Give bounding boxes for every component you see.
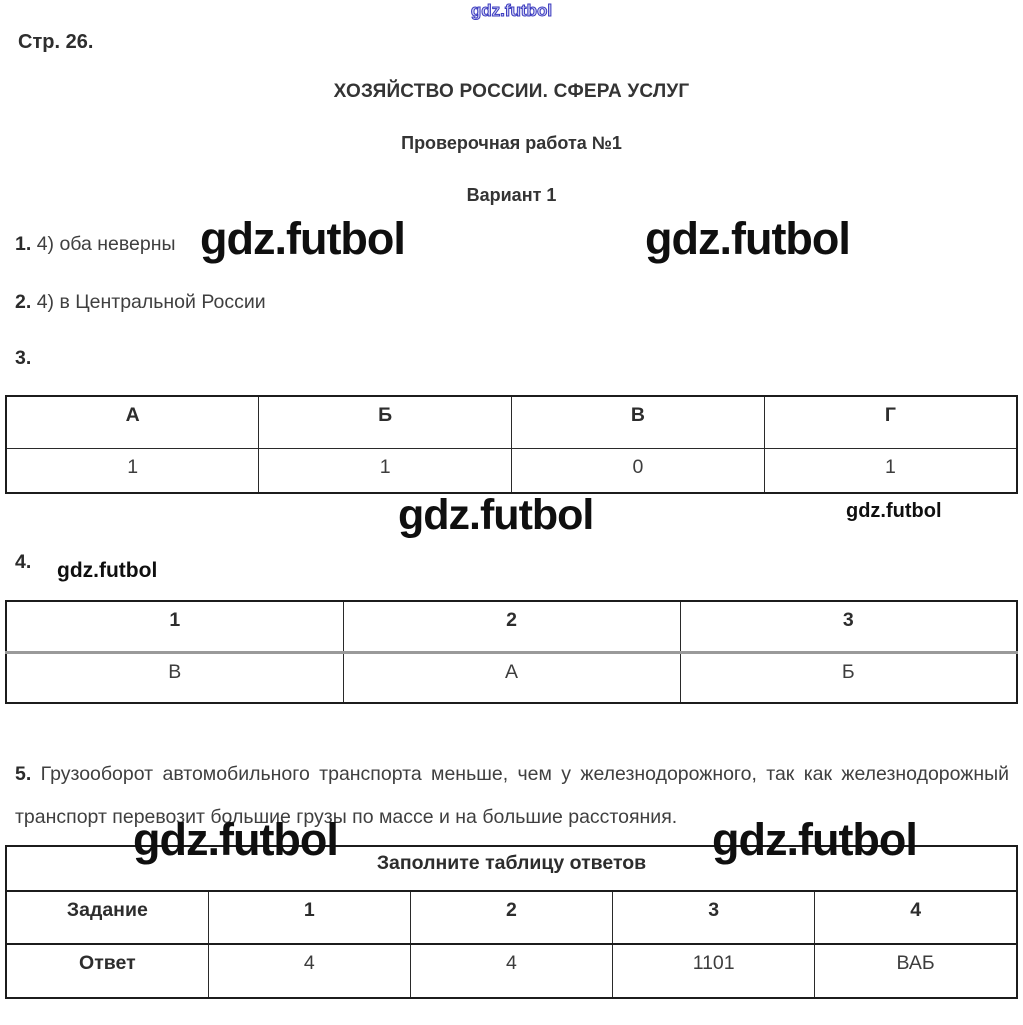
watermark-bottom-right: gdz.futbol: [712, 814, 917, 865]
answers-table-answer-row: [6, 944, 1017, 998]
answer-1: 4: [208, 944, 410, 998]
answer-item-1: [15, 233, 176, 256]
item-5-number: 5.: [15, 763, 32, 785]
table4-header-row: [6, 601, 1017, 652]
answer-4: ВАБ: [815, 944, 1017, 998]
page-number-label: Стр. 26.: [18, 31, 94, 53]
item-5-text: Грузооборот автомобильного транспорта меньше, чем у железнодорожного, так как железнодорожный транспорт перевозит большие грузы по массе и на большие расстояния.: [15, 763, 1009, 828]
table4-header-1: 1: [6, 601, 343, 652]
answer-item-2: [15, 291, 266, 314]
answer-row-label: Ответ: [6, 944, 208, 998]
table3-value-row: [6, 448, 1017, 493]
task-1: 1: [208, 891, 410, 944]
table3-value-v: 0: [512, 448, 765, 493]
table4-header-3: 3: [680, 601, 1017, 652]
variant-label: Вариант 1: [466, 185, 557, 205]
table3-header-row: [6, 396, 1017, 448]
answer-item-4: [15, 551, 31, 574]
answer-item-3: [15, 347, 31, 370]
item-1-text: 4) оба неверны: [36, 233, 176, 255]
task-2: 2: [410, 891, 612, 944]
table3-value-a: 1: [6, 448, 259, 493]
task-row-label: Задание: [6, 891, 208, 944]
watermark-item1-left: gdz.futbol: [200, 213, 405, 264]
table3-header-b: Б: [259, 396, 512, 448]
page-title: ХОЗЯЙСТВО РОССИИ. СФЕРА УСЛУГ: [333, 81, 690, 102]
table4-header-2: 2: [343, 601, 680, 652]
table4-value-2: А: [343, 652, 680, 703]
task-4: 4: [815, 891, 1017, 944]
table3-value-b: 1: [259, 448, 512, 493]
watermark-item1-right: gdz.futbol: [645, 213, 850, 264]
question3-answer-table: [5, 395, 1018, 494]
item-2-number: 2.: [15, 291, 32, 313]
answer-3: 1101: [613, 944, 815, 998]
answer-2: 4: [410, 944, 612, 998]
watermark-bottom-left: gdz.futbol: [133, 814, 338, 865]
table3-value-g: 1: [764, 448, 1017, 493]
watermark-mid-right: gdz.futbol: [846, 500, 942, 522]
answers-table-task-row: [6, 891, 1017, 944]
table3-header-v: В: [512, 396, 765, 448]
final-answers-table: [5, 845, 1018, 999]
table4-value-3: Б: [680, 652, 1017, 703]
item-1-number: 1.: [15, 233, 32, 255]
answers-table-title: Заполните таблицу ответов: [6, 846, 1017, 891]
table3-header-g: Г: [764, 396, 1017, 448]
watermark-mid-center: gdz.futbol: [398, 491, 594, 539]
item-3-number: 3.: [15, 347, 32, 369]
task-3: 3: [613, 891, 815, 944]
watermark-top-blue: gdz.futbol: [470, 1, 553, 20]
work-subtitle: Проверочная работа №1: [401, 133, 622, 153]
watermark-item4: gdz.futbol: [57, 559, 158, 582]
table4-value-row: [6, 652, 1017, 703]
table4-value-1: В: [6, 652, 343, 703]
table3-header-a: А: [6, 396, 259, 448]
item-2-text: 4) в Центральной России: [36, 291, 266, 313]
item-4-number: 4.: [15, 551, 32, 573]
question4-answer-table: [5, 600, 1018, 704]
